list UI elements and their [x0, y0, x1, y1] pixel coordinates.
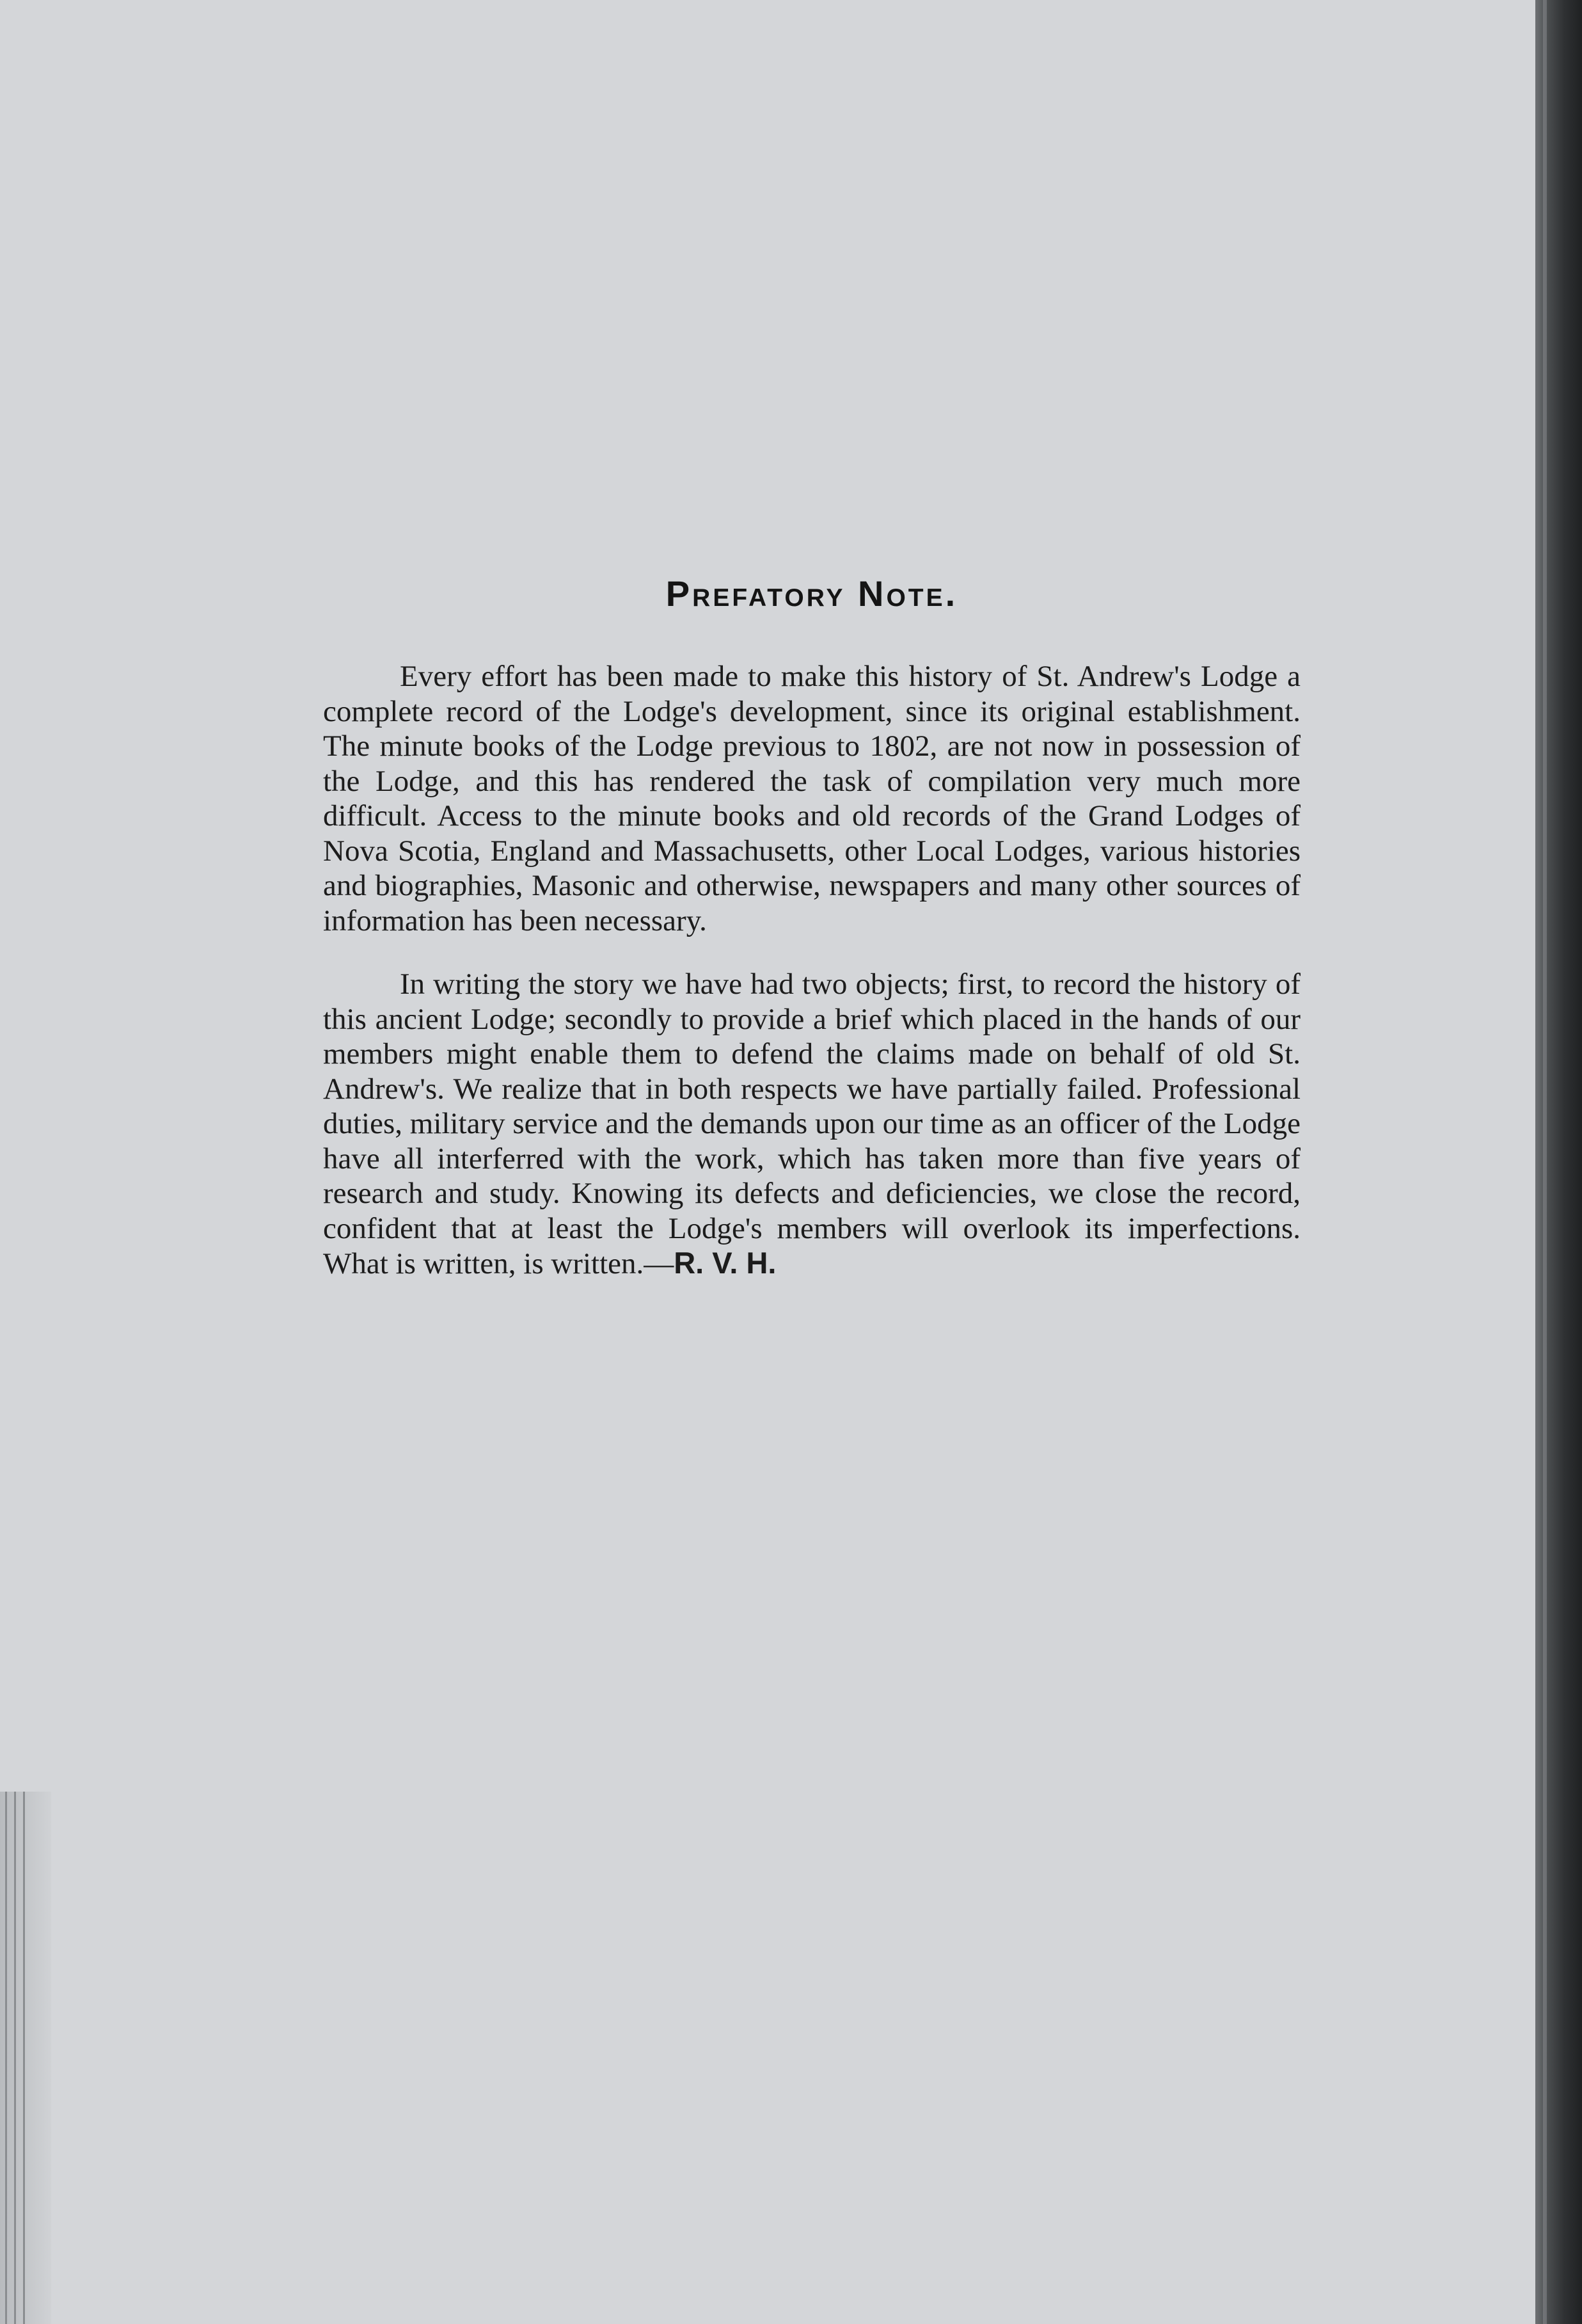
book-spine [1535, 0, 1582, 2324]
edge-line [5, 1792, 7, 2324]
spine-highlight [1543, 0, 1547, 2324]
page-title: Prefatory Note. [665, 573, 958, 614]
paragraph-2 [323, 967, 1301, 1282]
page-left-edge [0, 1792, 51, 2324]
edge-line [14, 1792, 16, 2324]
edge-line [23, 1792, 25, 2324]
paragraph-2-text: In writing the story we have had two objects; first, to record the history of this ancient Lodge; secondly to provide a brief which placed in the hands of our members might enable them to defend the claims made on behalf of old St. Andrew's. We realize that in both respects we have partially failed. Professional duties, military service and the demands upon our time as an officer of the Lodge have all interferred with the work, which has taken more than five years of research and study. Knowing its defects and deficiencies, we close the record, confident that at least the Lodge's members will overlook its imperfections. What is written, is written.— [323, 967, 1301, 1280]
paragraph-1: Every effort has been made to make this history of St. Andrew's Lodge a complete record of the Lodge's development, since its original establishment. The minute books of the Lodge previous to 1802, are not now in possession of the Lodge, and this has rendered the task of compilation very much more difficult. Access to the minute books and old records of the Grand Lodges of Nova Scotia, England and Massachusetts, other Local Lodges, various histories and biographies, Masonic and otherwise, newspapers and many other sources of information has been necessary. [323, 660, 1301, 937]
prefatory-note [323, 573, 1301, 1282]
author-signature: R. V. H. [674, 1246, 777, 1280]
